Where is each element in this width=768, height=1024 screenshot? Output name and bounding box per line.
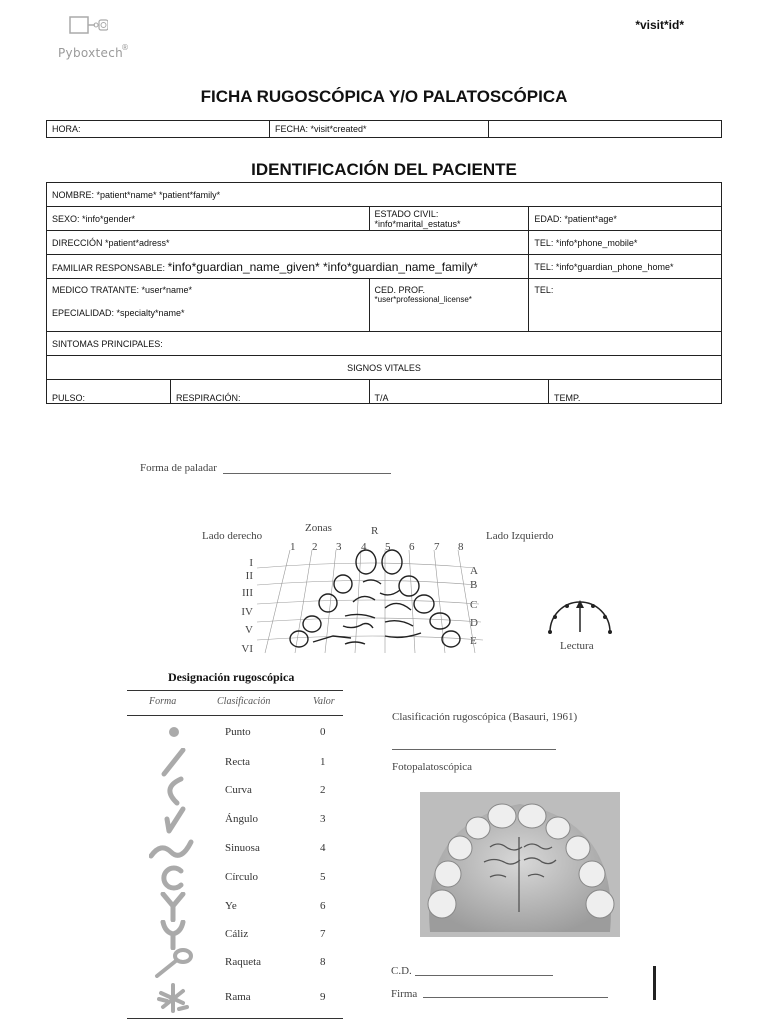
designation-value: 9 bbox=[320, 991, 326, 1003]
designation-label: Raqueta bbox=[225, 956, 262, 968]
patient-table bbox=[46, 182, 722, 404]
letter-row-label: C bbox=[470, 599, 478, 611]
chalice-shape-icon bbox=[149, 920, 195, 950]
designation-value: 7 bbox=[320, 928, 326, 940]
designation-value: 5 bbox=[320, 871, 326, 883]
palate-zone-diagram bbox=[195, 518, 575, 658]
zone-number: 1 bbox=[290, 541, 296, 553]
designation-value: 6 bbox=[320, 900, 326, 912]
designation-label: Ángulo bbox=[225, 813, 258, 825]
signos-header: SIGNOS VITALES bbox=[47, 356, 722, 380]
zone-number: 8 bbox=[458, 541, 464, 553]
palate-photo bbox=[420, 792, 620, 937]
racket-shape-icon bbox=[149, 948, 195, 978]
designation-value: 0 bbox=[320, 726, 326, 738]
designation-row bbox=[127, 834, 343, 862]
designation-row bbox=[127, 920, 343, 948]
designation-label: Rama bbox=[225, 991, 251, 1003]
designation-label: Curva bbox=[225, 784, 252, 796]
familiar-value: *info*guardian_name_given* *info*guardian_name_family* bbox=[167, 259, 478, 274]
firma-signature-line[interactable] bbox=[423, 997, 608, 998]
cd-signature-line[interactable] bbox=[415, 975, 553, 976]
familiar-label: FAMILIAR RESPONSABLE: bbox=[52, 262, 166, 273]
designation-value: 2 bbox=[320, 784, 326, 796]
designation-label: Círculo bbox=[225, 871, 258, 883]
designation-bottom-rule bbox=[127, 1018, 343, 1019]
edad-cell[interactable]: EDAD: *patient*age* bbox=[529, 207, 722, 231]
ced-label: CED. PROF. bbox=[374, 285, 426, 295]
brand-name: Pyboxtech bbox=[58, 46, 124, 60]
sinuous-shape-icon bbox=[149, 834, 195, 864]
tel-guardian-cell[interactable]: TEL: *info*guardian_phone_home* bbox=[529, 255, 722, 279]
roman-row-label: I bbox=[249, 557, 253, 569]
clasificacion-label: Clasificación rugoscópica (Basauri, 1961) bbox=[392, 711, 578, 723]
ced-value: *user*professional_license* bbox=[374, 295, 472, 304]
roman-row-label: V bbox=[245, 624, 253, 636]
designation-row bbox=[127, 805, 343, 833]
letter-row-label: A bbox=[470, 565, 478, 577]
forma-paladar-label: Forma de paladar bbox=[140, 462, 217, 474]
company-logo: Pyboxtech ® bbox=[58, 14, 148, 64]
designation-value: 3 bbox=[320, 813, 326, 825]
zonas-label: Zonas bbox=[305, 522, 332, 534]
sintomas-cell[interactable]: SINTOMAS PRINCIPALES: bbox=[47, 332, 722, 356]
fotopalatoscopica-label: Fotopalatoscópica bbox=[392, 761, 473, 773]
col-clasificacion: Clasificación bbox=[217, 696, 271, 707]
zone-number: 5 bbox=[385, 541, 391, 553]
lado-derecho-label: Lado derecho bbox=[202, 530, 263, 542]
page-title: FICHA RUGOSCÓPICA Y/O PALATOSCÓPICA bbox=[200, 87, 568, 106]
page-edge-mark bbox=[653, 966, 656, 1000]
ta-cell[interactable]: T/A bbox=[369, 380, 549, 404]
designation-value: 8 bbox=[320, 956, 326, 968]
roman-row-label: III bbox=[242, 587, 253, 599]
col-forma: Forma bbox=[149, 696, 177, 707]
designation-row bbox=[127, 748, 343, 776]
designation-value: 4 bbox=[320, 842, 326, 854]
letter-row-label: E bbox=[470, 635, 477, 647]
familiar-cell[interactable] bbox=[47, 255, 529, 279]
curve-shape-icon bbox=[149, 776, 195, 806]
pulso-cell[interactable]: PULSO: bbox=[47, 380, 171, 404]
clasificacion-line[interactable] bbox=[392, 749, 556, 750]
firma-label: Firma bbox=[391, 988, 418, 1000]
designation-row bbox=[127, 948, 343, 976]
zone-number: 7 bbox=[434, 541, 440, 553]
zone-number: 6 bbox=[409, 541, 415, 553]
designation-value: 1 bbox=[320, 756, 326, 768]
tel-mobile-cell[interactable]: TEL: *info*phone_mobile* bbox=[529, 231, 722, 255]
angle-shape-icon bbox=[149, 805, 195, 835]
medico-cell[interactable] bbox=[47, 279, 370, 332]
medico-label: MEDICO TRATANTE: *user*name* bbox=[52, 285, 193, 295]
designation-row bbox=[127, 863, 343, 891]
direccion-cell[interactable]: DIRECCIÓN *patient*adress* bbox=[47, 231, 529, 255]
forma-paladar-line[interactable] bbox=[223, 473, 391, 474]
letter-row-label: B bbox=[470, 579, 478, 591]
visit-id: *visit*id* bbox=[635, 18, 684, 32]
dot-shape-icon bbox=[149, 718, 195, 748]
lado-izquierdo-label: Lado Izquierdo bbox=[486, 530, 554, 542]
visit-info-table bbox=[46, 120, 722, 138]
hora-cell[interactable]: HORA: bbox=[47, 121, 270, 138]
respiracion-cell[interactable]: RESPIRACIÓN: bbox=[171, 380, 370, 404]
designation-header bbox=[127, 690, 343, 716]
designation-label: Ye bbox=[225, 900, 237, 912]
estado-civil-cell[interactable]: ESTADO CIVIL: *info*marital_estatus* bbox=[369, 207, 529, 231]
ye-shape-icon bbox=[149, 892, 195, 922]
roman-row-label: VI bbox=[241, 643, 253, 655]
designation-row bbox=[127, 718, 343, 746]
nombre-cell[interactable]: NOMBRE: *patient*name* *patient*family* bbox=[47, 183, 722, 207]
roman-row-label: II bbox=[245, 570, 253, 582]
sexo-cell[interactable]: SEXO: *info*gender* bbox=[47, 207, 370, 231]
temp-cell[interactable]: TEMP. bbox=[549, 380, 722, 404]
circle-shape-icon bbox=[149, 863, 195, 893]
designation-label: Sinuosa bbox=[225, 842, 260, 854]
ced-cell[interactable] bbox=[369, 279, 529, 332]
lectura-label: Lectura bbox=[560, 640, 594, 652]
fecha-cell[interactable]: FECHA: *visit*created* bbox=[270, 121, 489, 138]
zone-grid bbox=[257, 550, 483, 653]
lectura-dial bbox=[540, 592, 620, 637]
patient-section-title: IDENTIFICACIÓN DEL PACIENTE bbox=[251, 160, 517, 179]
designation-title: Designación rugoscópica bbox=[168, 670, 295, 684]
designation-row bbox=[127, 983, 343, 1011]
designation-row bbox=[127, 776, 343, 804]
logo-box-icon bbox=[58, 14, 108, 44]
cd-label: C.D. bbox=[391, 965, 412, 977]
designation-label: Punto bbox=[225, 726, 251, 738]
designation-row bbox=[127, 892, 343, 920]
letter-row-label: D bbox=[470, 617, 478, 629]
branch-shape-icon bbox=[149, 983, 195, 1013]
r-label: R bbox=[371, 525, 379, 537]
zone-number: 3 bbox=[336, 541, 342, 553]
tel-medico-cell[interactable]: TEL: bbox=[529, 279, 722, 332]
zone-number: 2 bbox=[312, 541, 318, 553]
especialidad-label: EPECIALIDAD: *specialty*name* bbox=[52, 308, 185, 318]
designation-label: Recta bbox=[225, 756, 251, 768]
designation-label: Cáliz bbox=[225, 928, 249, 940]
straight-shape-icon bbox=[149, 748, 195, 778]
roman-row-label: IV bbox=[241, 606, 253, 618]
zone-number: 4 bbox=[361, 541, 367, 553]
blank-cell[interactable] bbox=[489, 121, 722, 138]
col-valor: Valor bbox=[313, 696, 335, 707]
